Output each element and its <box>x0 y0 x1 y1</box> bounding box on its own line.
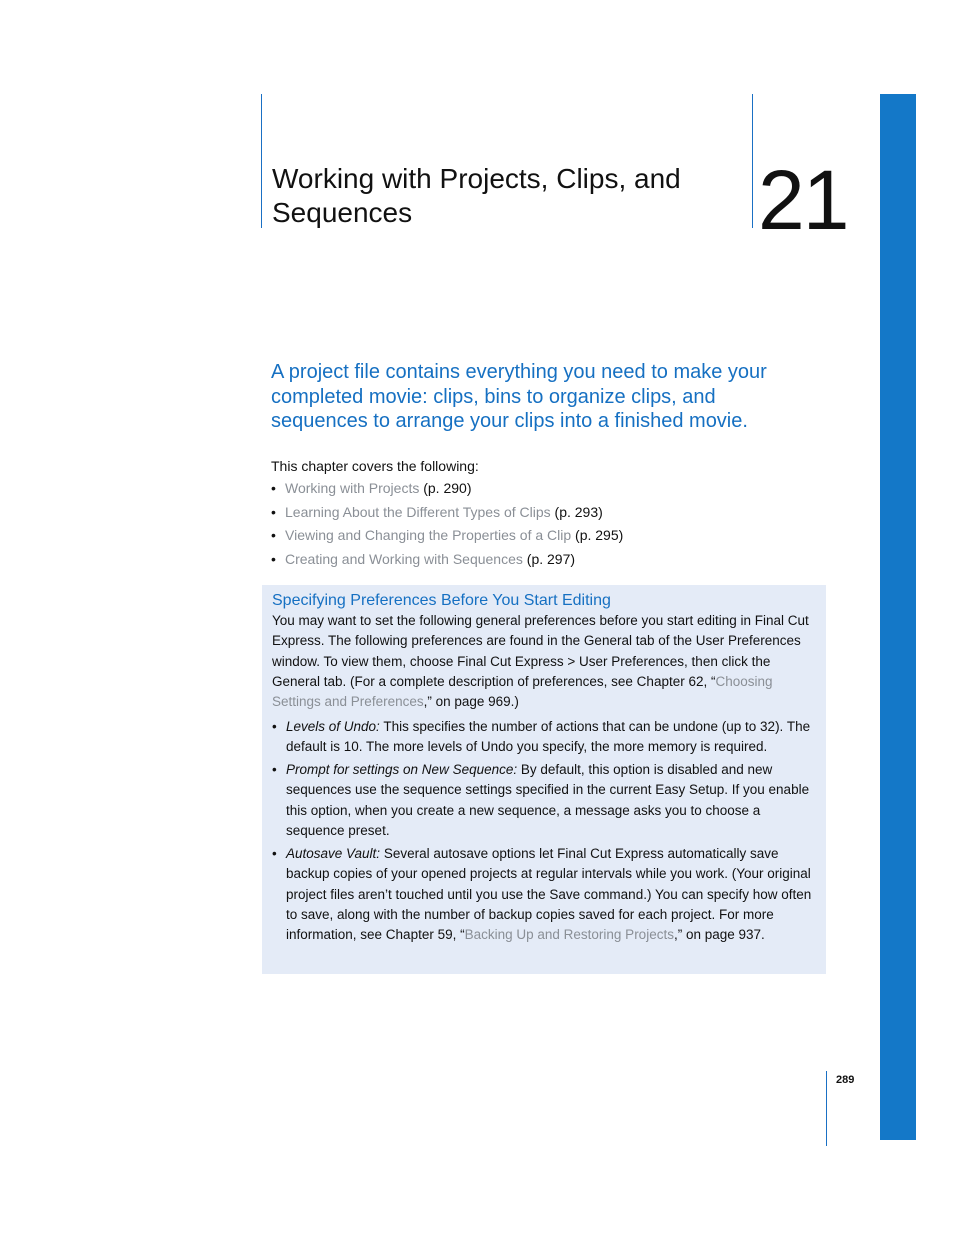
list-item <box>272 760 817 841</box>
page-number: 289 <box>836 1074 855 1086</box>
bullet: • <box>272 762 277 778</box>
bullet: • <box>271 550 276 567</box>
toc-page-ref: (p. 290) <box>419 480 472 496</box>
toc-page-ref: (p. 293) <box>550 503 603 520</box>
toc-link-sequences[interactable]: Creating and Working with Sequences <box>285 550 523 567</box>
toc-link-working-with-projects[interactable]: Working with Projects <box>285 480 420 496</box>
chapter-contents-list <box>271 478 623 572</box>
chapter-side-tab <box>880 94 916 1140</box>
panel-body-text: You may want to set the following general preferences before you start editing in Final Cut Express. The following preferences are found in the General tab of the User Preferences window. To view them, choose Final Cut Express > User Preferences, then click the General tab. (For a complete description of preferences, see Chapter 62, “ <box>272 613 809 689</box>
panel-body <box>272 611 817 712</box>
toc-link-types-of-clips[interactable]: Learning About the Different Types of Clips <box>285 503 551 520</box>
term-description: Several autosave options let Final Cut Express automatically save backup copies of your opened projects at regular intervals while you work. (Your original project files aren’t touched until you use the Save command.) You can specify how often to save, along with the number of backup copies saved for each project. For more information, see Chapter 59, “ <box>286 845 812 943</box>
page-number-rule <box>826 1071 827 1146</box>
term-autosave-vault: Autosave Vault: <box>286 845 381 861</box>
term-description: This specifies the number of actions that can be undone (up to 32). The default is 10. The more levels of Undo you specify, the more memory is required. <box>286 719 811 755</box>
chapter-title: Working with Projects, Clips, and Sequences <box>272 163 681 228</box>
covers-label: This chapter covers the following: <box>271 458 479 474</box>
list-item <box>271 525 623 549</box>
link-choosing-settings[interactable]: Choosing Settings and Preferences <box>272 673 773 710</box>
toc-page-ref: (p. 297) <box>522 550 576 567</box>
chapter-number-rule <box>752 94 753 228</box>
chapter-intro: A project file contains everything you need to make your completed movie: clips, bins to organize clips, and sequences to arrange your clips into a finished movie. <box>271 361 767 432</box>
title-left-rule <box>261 94 262 228</box>
bullet: • <box>272 719 277 734</box>
term-description-end: ,” on page 937. <box>673 927 765 943</box>
bullet: • <box>271 503 276 520</box>
panel-body-text-end: ,” on page 969.) <box>423 694 519 710</box>
bullet: • <box>271 480 276 496</box>
list-item <box>272 717 817 758</box>
bullet: • <box>271 527 276 543</box>
toc-page-ref: (p. 295) <box>571 527 624 543</box>
term-description: By default, this option is disabled and new sequences use the sequence settings specified in the current Easy Setup. If you enable this option, when you create a new sequence, a message asks you to choose a sequence preset. <box>286 762 810 839</box>
term-prompt-new-sequence: Prompt for settings on New Sequence: <box>286 762 518 778</box>
panel-heading: Specifying Preferences Before You Start Editing <box>272 592 611 609</box>
list-item <box>271 549 623 573</box>
bullet: • <box>272 845 277 861</box>
list-item <box>272 844 817 945</box>
toc-link-clip-properties[interactable]: Viewing and Changing the Properties of a Clip <box>285 527 572 543</box>
list-item <box>271 478 623 502</box>
term-levels-of-undo: Levels of Undo: <box>286 719 380 734</box>
preferences-list <box>272 717 817 948</box>
link-backing-up[interactable]: Backing Up and Restoring Projects <box>464 927 674 943</box>
list-item <box>271 502 623 526</box>
chapter-number: 21 <box>758 153 848 247</box>
